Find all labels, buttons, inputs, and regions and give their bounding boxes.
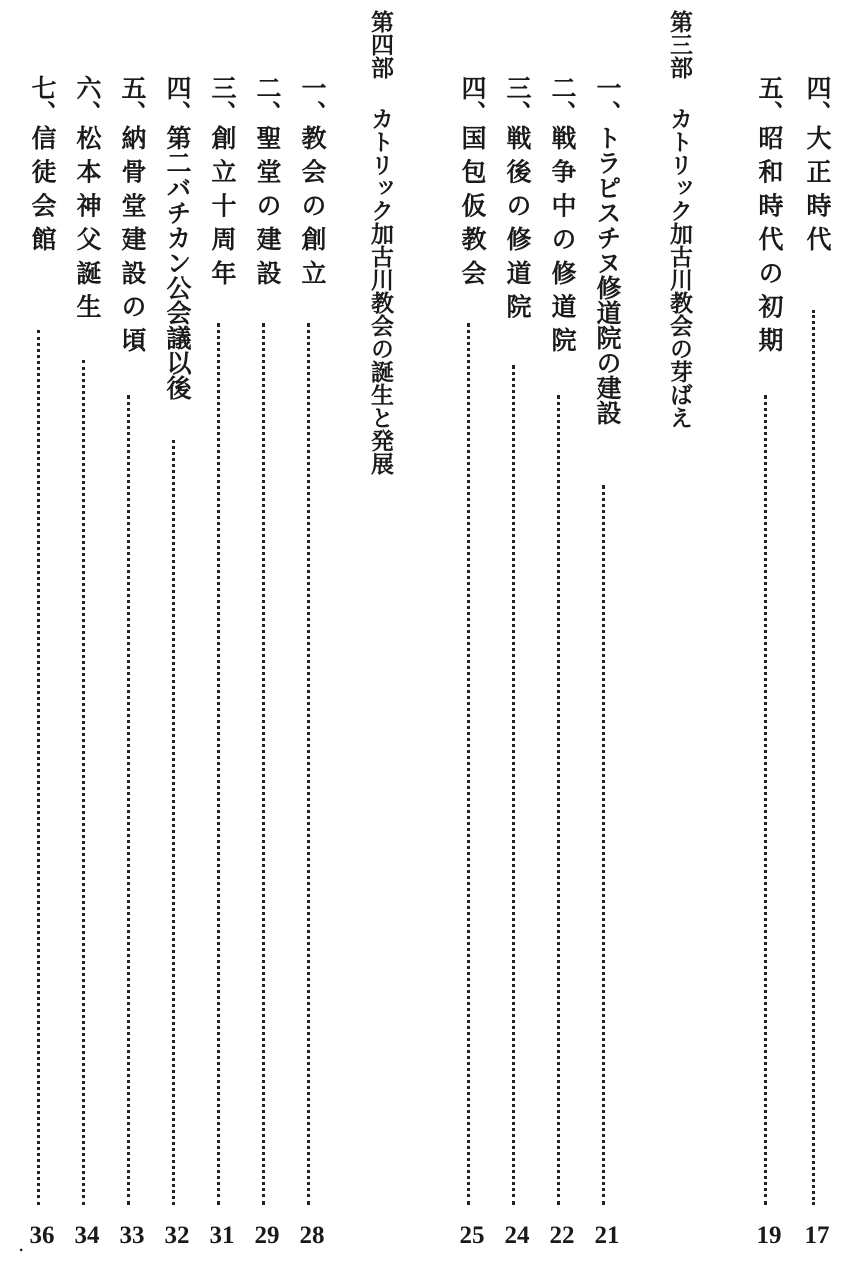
toc-entry: [250, 75, 284, 1205]
stray-mark: .: [18, 1232, 25, 1256]
toc-entry: [205, 75, 239, 1205]
entry-page-number: 34: [74, 1222, 100, 1249]
entry-title: 四、第二バチカン公会議以後: [163, 75, 192, 400]
entry-page-number: 17: [804, 1222, 830, 1249]
entry-title: 一、教 会 の 創 立: [298, 75, 327, 285]
entry-page-number: 31: [209, 1222, 235, 1249]
entry-page-number: 21: [594, 1222, 620, 1249]
dotted-leader: [127, 395, 130, 1205]
entry-page-number: 36: [29, 1222, 55, 1249]
toc-entry: [500, 75, 534, 1205]
entry-page-number: 19: [756, 1222, 782, 1249]
entry-page-number: 22: [549, 1222, 575, 1249]
entry-title: 七、信 徒 会 館: [28, 75, 57, 252]
entry-title: 三、戦 後 の 修 道 院: [503, 75, 532, 319]
entry-page-number: 33: [119, 1222, 145, 1249]
dotted-leader: [37, 330, 40, 1205]
entry-page-number: 24: [504, 1222, 530, 1249]
entry-title: 五、納 骨 堂 建 設 の 頃: [118, 75, 147, 353]
toc-entry: [800, 75, 834, 1205]
toc-entry: [752, 75, 786, 1205]
part-title: カトリック加古川教会の芽ばえ: [666, 107, 693, 429]
dotted-leader: [217, 323, 220, 1205]
toc-entry: [590, 75, 624, 1205]
toc-entry: [295, 75, 329, 1205]
entry-page-number: 28: [299, 1222, 325, 1249]
entry-page-number: 32: [164, 1222, 190, 1249]
part-heading: [363, 10, 397, 475]
toc-entry: [70, 75, 104, 1205]
entry-title: 一、トラピスチヌ修道院の建設: [593, 75, 622, 425]
part-heading: [662, 10, 696, 429]
toc-entry: [115, 75, 149, 1205]
dotted-leader: [602, 485, 605, 1205]
dotted-leader: [764, 395, 767, 1205]
entry-page-number: 25: [459, 1222, 485, 1249]
entry-title: 二、戦 争 中 の 修 道 院: [548, 75, 577, 353]
dotted-leader: [82, 360, 85, 1205]
dotted-leader: [172, 440, 175, 1205]
dotted-leader: [812, 310, 815, 1205]
part-label: 第四部: [367, 10, 394, 79]
entry-title: 五、昭 和 時 代 の 初 期: [755, 75, 784, 353]
part-title: カトリック加古川教会の誕生と発展: [367, 107, 394, 475]
entry-title: 三、創 立 十 周 年: [208, 75, 237, 285]
entry-title: 二、聖 堂 の 建 設: [253, 75, 282, 285]
dotted-leader: [262, 323, 265, 1205]
dotted-leader: [557, 395, 560, 1205]
dotted-leader: [467, 323, 470, 1205]
toc-entry: [160, 75, 194, 1205]
entry-title: 六、松 本 神 父 誕 生: [73, 75, 102, 319]
toc-entry: [25, 75, 59, 1205]
part-label: 第三部: [666, 10, 693, 79]
dotted-leader: [512, 365, 515, 1205]
entry-page-number: 29: [254, 1222, 280, 1249]
entry-title: 四、国 包 仮 教 会: [458, 75, 487, 285]
dotted-leader: [307, 323, 310, 1205]
toc-entry: [545, 75, 579, 1205]
entry-title: 四、大 正 時 代: [803, 75, 832, 252]
toc-entry: [455, 75, 489, 1205]
